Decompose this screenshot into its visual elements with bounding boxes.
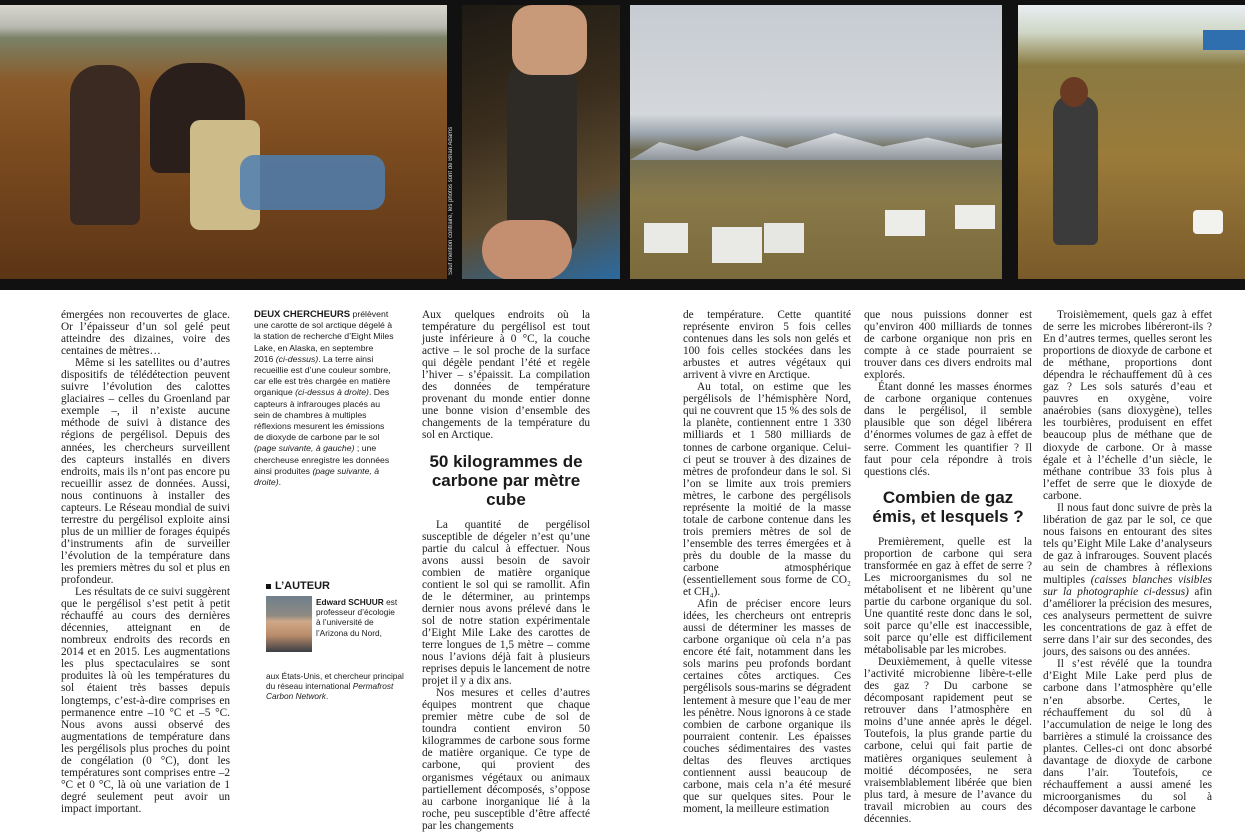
paragraph: émergées non recouvertes de glace. Or l’épaisseur d’un sol gelé peut atteindre des dizaines, voire des centaines de mètres…	[61, 309, 230, 358]
paragraph: Aux quelques endroits où la température du pergélisol est tout juste inférieure à 0 °C, la couche active – le sol proche de la surface qui dégèle pendant l’été et regèle l’hiver – s’épaissit. La compilation des données de température provenant du monde entier donne une bonne vision d’ensemble des changements de la température du sol en Arctique.	[422, 309, 590, 442]
author-bio-text: .	[325, 691, 329, 702]
paragraph: Étant donné les masses énormes de carbone organique contenues dans le pergélisol, il semble plausible que son dégel libérera d’énormes volumes de gaz à effet de serre. Comment les quantifier ? Il faut pour cela répondre à trois questions clés.	[864, 381, 1032, 478]
photo-credit: Sauf mention contraire, les photos sont de Brian Adams	[448, 126, 454, 275]
caption-text: .	[278, 477, 282, 488]
caption-ref: (page suivante, à droite)	[254, 465, 380, 488]
author-heading	[266, 580, 396, 592]
paragraph: Les résultats de ce suivi suggèrent que le pergélisol s’est petit à petit réchauffé au cours des dernières décennies, atteignant en de nombreux endroits des records en 2014 et en 2015. Les augmentations les plus spectaculaires se sont produites là où les températures du sol étaient très basses depuis longtemps, c’est-à-dire comprises en permanence entre –10 °C et –5 °C. Nous avons aussi observé des augmentations de température dans les pergélisols plus proches du point de congélation (0 °C), dont les températures sont comprises entre –2 °C et 0 °C, là où une variation de 1 degré seulement peut avoir un impact important.	[61, 586, 230, 815]
author-heading-label: L’AUTEUR	[275, 580, 330, 592]
caption-text: . La terre ainsi recueillie est d’une couleur sombre, car elle est très chargée en matière organique	[254, 353, 391, 398]
paragraph: Deuxièmement, à quelle vitesse l’activité microbienne libère-t-elle des gaz ? Du carbone se décomposant rapidement peut se retrouver dans l’atmosphère en moins d’une année après le dégel. Toutefois, la plus grande partie du carbone, celui qui fait partie de matières organiques seulement à moitié décomposées, ne sera vraisemblablement libérée que bien plus tard, à mesure de l’avance du travail microbien au cours des décennies.	[864, 656, 1032, 825]
author-photo	[266, 596, 312, 652]
photo-tundra-chambers	[630, 5, 1002, 279]
author-bio-continued	[266, 671, 406, 702]
paragraph-text: afin d’améliorer la précision des mesures, ces analyseurs permettent de suivre les concentrations de gaz à effet de serre dans l’air sur des secondes, des jours, des saisons ou des années.	[1043, 586, 1212, 659]
author-bio	[316, 597, 398, 638]
author-network: Permafrost Carbon Network	[266, 681, 394, 702]
author-name: Edward SCHUUR	[316, 597, 384, 607]
section-heading: 50 kilogrammes de carbone par mètre cube	[429, 451, 583, 509]
photo-reference: (caisses blanches visibles sur la photographie ci-dessus)	[1043, 574, 1212, 599]
article-column-3	[422, 309, 590, 832]
paragraph: Au total, on estime que les pergélisols de l’hémisphère Nord, qui ne couvrent que 15 % des sols de la planète, contiennent entre 1 330 milliards et 1 580 milliards de tonnes de carbone organique. Celui-ci peut se trouver à des dizaines de mètres de profondeur dans le sol. Si l’on se limite aux trois premiers mètres, le carbone des pergélisols représente la moitié de la masse totale de carbone contenue dans les trois premiers mètres de sol de l’ensemble des terres émergées et à près du double de la masse du carbone atmosphérique (essentiellement sous forme de CO₂ et CH₄).	[683, 381, 851, 599]
photo-soil-core	[462, 5, 620, 279]
caption-text: . Des capteurs à infrarouges placés au sein de chambres à multiples réflexions mesurent les émissions de dioxyde de carbone par le sol	[254, 387, 390, 443]
paragraph: Il s’est révélé que la toundra d’Eight Mile Lake perd plus de carbone dans l’atmosphère qu’elle n’en absorbe. Certes, le réchauffement du sol dû à l’accumulation de neige le long des barrières a stimulé la croissance des plantes. Celles-ci ont donc absorbé davantage de dioxyde de carbone dans l’air. Toutefois, ce réchauffement a aussi amené les microorganismes du sol à décomposer davantage le carbone	[1043, 658, 1212, 815]
caption-text: prélèvent une carotte de sol arctique dégelé à la station de recherche d’Eight Miles Lake, en Alaska, en septembre 2016	[254, 309, 394, 364]
bullet-square	[266, 584, 271, 589]
article-column-1	[61, 309, 230, 815]
paragraph: Même si les satellites ou d’autres dispositifs de télédétection peuvent suivre l’évolution des calottes glaciaires – celles du Groenland par exemple –, il n’existe aucune méthode de suivi à distance des régions de pergélisol. Depuis des années, les chercheurs surveillent des capteurs installés en divers endroits, mais ils n’ont pas encore pu recueillir assez de données. Aussi, nous continuons à installer des capteurs. Le Réseau mondial de suivi terrestre du pergélisol exploite ainsi plus de un millier de forages équipés d’instruments afin de surveiller l’évolution de la température dans les premiers mètres du sol et plus en profondeur.	[61, 357, 230, 587]
article-column-4	[683, 309, 851, 815]
paragraph: Afin de préciser encore leurs idées, les chercheurs ont entrepris aussi de déterminer les masses de carbone organique où cela n’a pas encore été fait, notamment dans les sols marins peu profonds bordant certaines côtes arctiques. Ces pergélisols sous-marins se dégradent lentement à mesure que l’eau de mer les pénètre. Nous ignorons à ce stade combien de carbone organique ils pourraient contenir. Les épaisses couches sédimentaires des vastes deltas des fleuves arctiques contiennent aussi beaucoup de carbone, mais cela n’a été mesuré que sur quelques sites. Pour le moment, la meilleure estimation	[683, 598, 851, 815]
paragraph-text: Il nous faut donc suivre de près la libération de gaz par le sol, ce que nous faisons en entourant des sites tels qu’Eight Mile Lake d’analyseurs de gaz à infrarouges. Souvent placés au sein de chambres à réflexions multiples	[1043, 501, 1212, 587]
photo-researcher-recording	[1018, 5, 1245, 279]
caption-ref: (ci-dessus à droite)	[295, 387, 369, 398]
author-box	[266, 580, 404, 702]
paragraph: Premièrement, quelle est la proportion de carbone qui sera transformée en gaz à effet de serre ? Les microorganismes du sol ne métabolisent et ne libèrent qu’une partie du carbone organique du sol. Une quantité reste donc dans le sol, soit parce qu’elle est inaccessible, soit parce qu’elle est difficilement métabolisable par les microbes.	[864, 535, 1032, 657]
paragraph: de température. Cette quantité représente environ 5 fois celles contenues dans les sols non gelés et 100 fois celles stockées dans les arbustes et autres végétaux qui arrivent à vivre en Arctique.	[683, 309, 851, 382]
section-heading: Combien de gaz émis, et lesquels ?	[872, 487, 1024, 526]
paragraph: Troisièmement, quels gaz à effet de serre les microbes libéreront-ils ? En d’autres termes, quelles seront les proportions de dioxyde de carbone et de méthane, proportions dont dépendra le réchauffement dû à ces gaz ? Les sols saturés d’eau et pauvres en oxygène, voire anaérobies (sans dioxygène), telles les tourbières, produisent en effet beaucoup plus de méthane que de dioxyde de carbone. Or à masse égale et à l’échelle d’un siècle, le méthane contribue 33 fois plus à l’effet de serre que le dioxyde de carbone.	[1043, 309, 1212, 502]
caption-text: ; une chercheuse enregistre les données ainsi produites	[254, 443, 390, 476]
paragraph	[1043, 502, 1212, 659]
author-bio-text: est professeur d’écologie à l’université de l’Arizona du Nord,	[316, 597, 398, 638]
photo-caption	[254, 309, 395, 488]
caption-ref: (page suivante, à gauche)	[254, 443, 355, 454]
caption-ref: (ci-dessus)	[275, 353, 319, 364]
paragraph: que nous puissions donner est qu’environ 400 milliards de tonnes de carbone organique non pris en compte à ce stade pourraient se trouver dans ces divers endroits mal explorés.	[864, 309, 1032, 382]
author-bio-text: aux États-Unis, et chercheur principal du réseau international	[266, 671, 404, 692]
paragraph: La quantité de pergélisol susceptible de dégeler n’est qu’une partie du calcul à effectuer. Nous avons aussi besoin de savoir combien de matière organique contient le sol qui se ramollit. Afin de le déterminer, au printemps dernier nous avons prélevé dans le sol de notre station expérimentale d’Eight Mile Lake des carottes de terre longues de 1,5 mètre – comme nous l’avions déjà fait à plusieurs reprises depuis le lancement de notre projet il y a dix ans.	[422, 518, 590, 688]
photo-researchers-sampling	[0, 5, 447, 279]
photo-strip	[0, 0, 1245, 290]
paragraph: Nos mesures et celles d’autres équipes montrent que chaque premier mètre cube de sol de toundra contient environ 50 kilogrammes de carbone sous forme de matière organique. Ce type de carbone, qui provient des organismes végétaux ou animaux partiellement décomposés, s’oppose au carbone inorganique lié à la roche, peu susceptible d’être affecté par les changements	[422, 687, 590, 832]
caption-lead: DEUX CHERCHEURS	[254, 309, 351, 320]
article-column-5	[864, 309, 1032, 825]
article-column-6	[1043, 309, 1212, 815]
